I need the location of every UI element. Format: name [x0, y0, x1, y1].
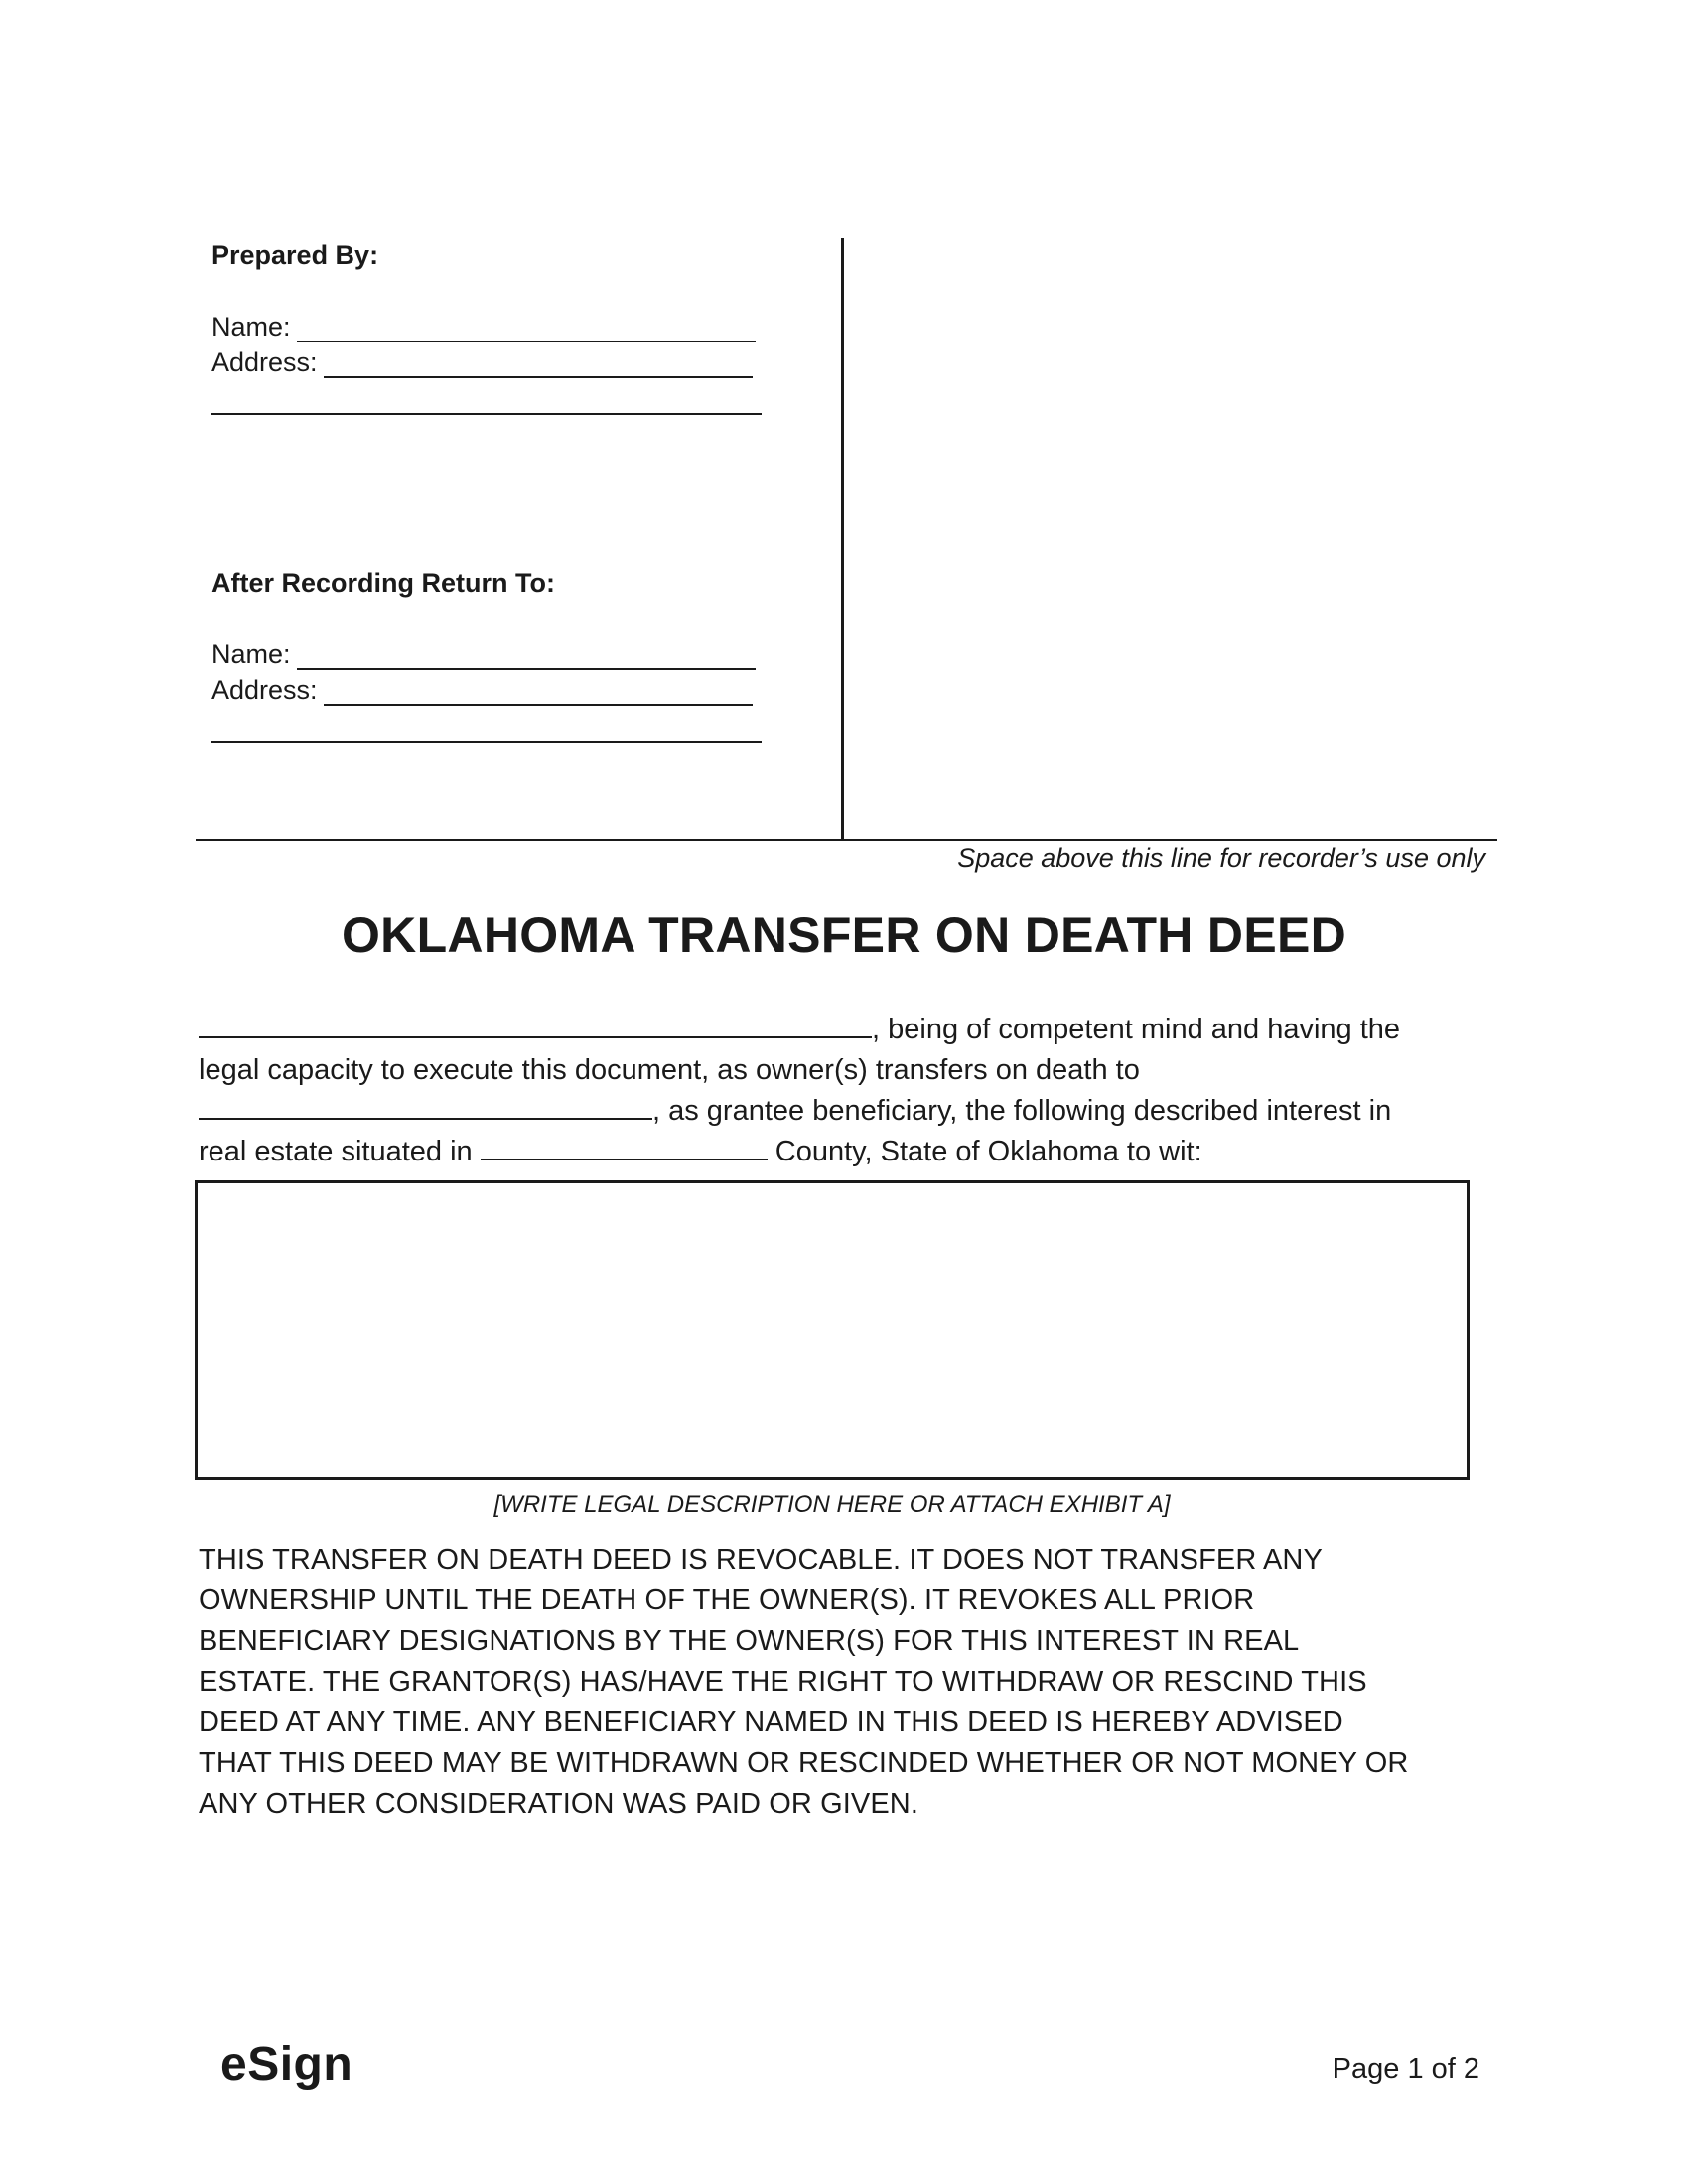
recorder-boundary-line	[196, 839, 1497, 841]
notice-line: THAT THIS DEED MAY BE WITHDRAWN OR RESCINDED WHETHER OR NOT MONEY OR	[199, 1747, 1409, 1779]
notice-line: ESTATE. THE GRANTOR(S) HAS/HAVE THE RIGHT TO WITHDRAW OR RESCIND THIS	[199, 1666, 1367, 1698]
grant-line-2: legal capacity to execute this document, as owner(s) transfers on death to	[199, 1054, 1140, 1086]
prepared-by-name-label: Name:	[211, 312, 291, 341]
notice-line: ANY OTHER CONSIDERATION WAS PAID OR GIVEN.	[199, 1788, 918, 1820]
grant-line-4-prefix: real estate situated in	[199, 1136, 473, 1167]
grant-line-1-text: , being of competent mind and having the	[872, 1014, 1401, 1045]
grant-line-4	[199, 1132, 1489, 1172]
prepared-by-address-field[interactable]	[324, 350, 753, 378]
return-to-address-label: Address:	[211, 675, 318, 705]
grant-paragraph	[199, 1010, 1489, 1172]
notice-line: THIS TRANSFER ON DEATH DEED IS REVOCABLE. IT DOES NOT TRANSFER ANY	[199, 1544, 1323, 1575]
prepared-by-name-field[interactable]	[297, 315, 756, 342]
header-vertical-divider	[841, 238, 844, 841]
return-to-name-field[interactable]	[297, 642, 756, 670]
esign-logo: eSign	[220, 2038, 353, 2091]
return-to-address-line2[interactable]	[211, 741, 762, 743]
revocable-notice	[199, 1540, 1489, 1825]
grant-line-4-suffix: County, State of Oklahoma to wit:	[774, 1136, 1202, 1167]
document-title: OKLAHOMA TRANSFER ON DEATH DEED	[341, 907, 1347, 963]
notice-line: OWNERSHIP UNTIL THE DEATH OF THE OWNER(S). IT REVOKES ALL PRIOR	[199, 1584, 1255, 1616]
owner-name-field[interactable]	[199, 1013, 872, 1038]
return-to-name-row	[211, 639, 756, 670]
legal-description-box[interactable]	[195, 1180, 1470, 1480]
beneficiary-name-field[interactable]	[199, 1094, 652, 1120]
return-to-heading: After Recording Return To:	[211, 568, 555, 598]
prepared-by-address-label: Address:	[211, 347, 318, 377]
county-field[interactable]	[481, 1135, 768, 1160]
recorder-use-note: Space above this line for recorder’s use only	[957, 843, 1485, 873]
prepared-by-name-row	[211, 312, 756, 342]
grant-line-1	[199, 1010, 1489, 1050]
grant-line-3	[199, 1091, 1489, 1132]
prepared-by-address-row	[211, 347, 753, 378]
grant-line-3-text: , as grantee beneficiary, the following described interest in	[652, 1095, 1392, 1127]
return-to-address-field[interactable]	[324, 678, 753, 706]
legal-description-caption: [WRITE LEGAL DESCRIPTION HERE OR ATTACH EXHIBIT A]	[493, 1491, 1171, 1518]
page-number: Page 1 of 2	[1332, 2053, 1479, 2085]
notice-line: BENEFICIARY DESIGNATIONS BY THE OWNER(S) FOR THIS INTEREST IN REAL	[199, 1625, 1300, 1657]
prepared-by-address-line2[interactable]	[211, 413, 762, 415]
return-to-name-label: Name:	[211, 639, 291, 669]
return-to-address-row	[211, 675, 753, 706]
prepared-by-heading: Prepared By:	[211, 240, 379, 270]
notice-line: DEED AT ANY TIME. ANY BENEFICIARY NAMED IN THIS DEED IS HEREBY ADVISED	[199, 1706, 1343, 1738]
